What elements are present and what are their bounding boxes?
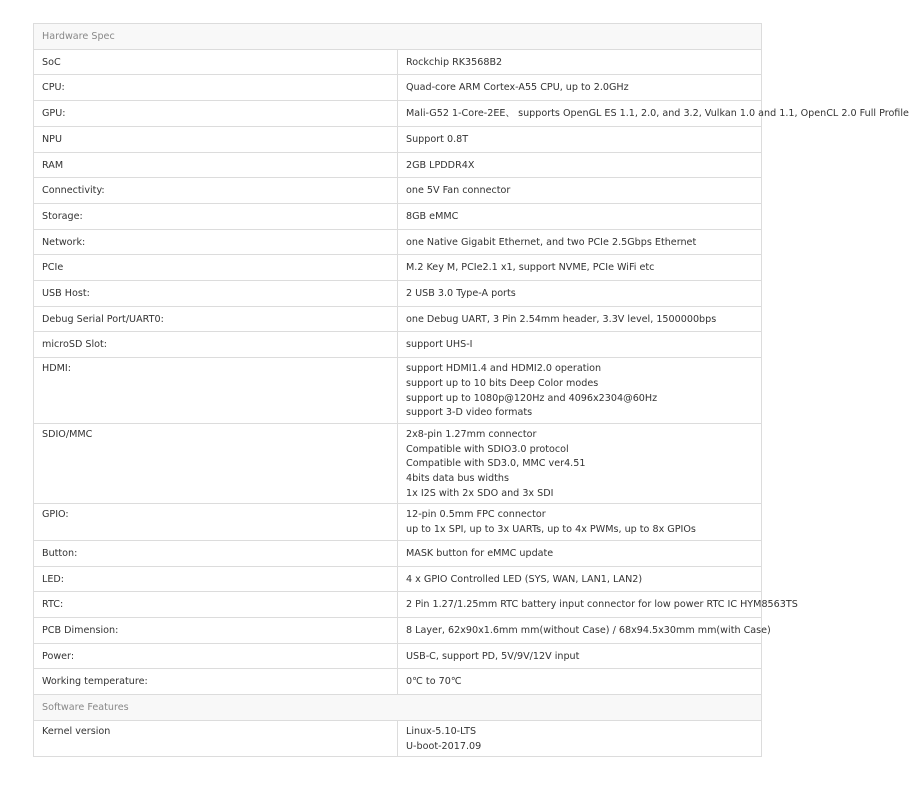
spec-value: [398, 332, 762, 358]
spec-value: [398, 281, 762, 307]
spec-value: [398, 504, 762, 540]
spec-label: microSD Slot:: [34, 332, 398, 358]
spec-value-line: 8GB eMMC: [406, 210, 459, 222]
spec-label: Connectivity:: [34, 178, 398, 204]
spec-row: [34, 669, 762, 695]
spec-value-line: 2GB LPDDR4X: [406, 159, 475, 171]
spec-row: [34, 617, 762, 643]
spec-label: Working temperature:: [34, 669, 398, 695]
spec-label: Network:: [34, 229, 398, 255]
spec-row: [34, 49, 762, 75]
spec-label: LED:: [34, 566, 398, 592]
spec-value-line: one Debug UART, 3 Pin 2.54mm header, 3.3V level, 1500000bps: [406, 313, 717, 325]
section-title: Hardware Spec: [34, 24, 762, 50]
spec-value-line: M.2 Key M, PCIe2.1 x1, support NVME, PCIe WiFi etc: [406, 262, 655, 274]
spec-value-line: support up to 1080p@120Hz and 4096x2304@60Hz: [406, 392, 658, 404]
spec-row: [34, 566, 762, 592]
spec-value-line: 8 Layer, 62x90x1.6mm mm(without Case) / 68x94.5x30mm mm(with Case): [406, 624, 771, 636]
spec-row: [34, 75, 762, 101]
spec-value: [398, 229, 762, 255]
spec-row: [34, 203, 762, 229]
spec-label: USB Host:: [34, 281, 398, 307]
spec-label: SoC: [34, 49, 398, 75]
spec-label: Button:: [34, 540, 398, 566]
spec-label: NPU: [34, 126, 398, 152]
spec-label: Debug Serial Port/UART0:: [34, 306, 398, 332]
spec-row: [34, 592, 762, 618]
spec-row: [34, 178, 762, 204]
spec-value: [398, 592, 798, 618]
section-header-row: [34, 24, 762, 50]
spec-value-line: Compatible with SDIO3.0 protocol: [406, 443, 569, 455]
spec-label: PCB Dimension:: [34, 617, 398, 643]
spec-value-line: U-boot-2017.09: [406, 740, 482, 752]
spec-value-line: Rockchip RK3568B2: [406, 56, 503, 68]
spec-value-line: 2x8-pin 1.27mm connector: [406, 428, 537, 440]
spec-value: [398, 178, 762, 204]
spec-table-body: [34, 24, 909, 757]
spec-value: [398, 720, 762, 756]
spec-value: [398, 540, 762, 566]
spec-value-line: Mali-G52 1-Core-2EE、 supports OpenGL ES 1.1, 2.0, and 3.2, Vulkan 1.0 and 1.1, OpenCL 2.0 Full Profile: [406, 108, 909, 120]
spec-row: [34, 423, 762, 504]
spec-value: [398, 49, 762, 75]
spec-value-line: Support 0.8T: [406, 133, 469, 145]
spec-table: [33, 23, 909, 757]
spec-value-line: support HDMI1.4 and HDMI2.0 operation: [406, 363, 602, 375]
spec-label: Storage:: [34, 203, 398, 229]
spec-value: [398, 566, 762, 592]
spec-row: [34, 255, 762, 281]
spec-value-line: support UHS-I: [406, 339, 473, 351]
spec-value-line: one Native Gigabit Ethernet, and two PCIe 2.5Gbps Ethernet: [406, 236, 697, 248]
spec-label: PCIe: [34, 255, 398, 281]
spec-value-line: support up to 10 bits Deep Color modes: [406, 377, 599, 389]
spec-value: [398, 101, 909, 127]
spec-label: GPU:: [34, 101, 398, 127]
spec-value: [398, 126, 762, 152]
spec-value: [398, 306, 762, 332]
spec-label: RTC:: [34, 592, 398, 618]
spec-row: [34, 720, 762, 756]
spec-row: [34, 126, 762, 152]
spec-value-line: 2 USB 3.0 Type-A ports: [406, 288, 516, 300]
spec-value-line: Quad-core ARM Cortex-A55 CPU, up to 2.0GHz: [406, 82, 629, 94]
spec-label: SDIO/MMC: [34, 423, 398, 504]
spec-label: Power:: [34, 643, 398, 669]
spec-row: [34, 306, 762, 332]
spec-row: [34, 643, 762, 669]
spec-value-line: 4bits data bus widths: [406, 473, 509, 485]
spec-row: [34, 504, 762, 540]
spec-value-line: Linux-5.10-LTS: [406, 725, 477, 737]
spec-value: [398, 358, 762, 424]
spec-value-line: Compatible with SD3.0, MMC ver4.51: [406, 458, 586, 470]
spec-value: [398, 203, 762, 229]
spec-value-line: MASK button for eMMC update: [406, 547, 554, 559]
spec-value: [398, 255, 762, 281]
spec-value-line: up to 1x SPI, up to 3x UARTs, up to 4x PWMs, up to 8x GPIOs: [406, 524, 696, 536]
spec-value-line: USB-C, support PD, 5V/9V/12V input: [406, 650, 580, 662]
spec-row: [34, 358, 762, 424]
spec-value: [398, 617, 771, 643]
spec-value: [398, 152, 762, 178]
spec-row: [34, 152, 762, 178]
spec-value: [398, 423, 762, 504]
spec-value: [398, 643, 762, 669]
spec-label: GPIO:: [34, 504, 398, 540]
spec-value: [398, 75, 762, 101]
spec-label: Kernel version: [34, 720, 398, 756]
spec-label: CPU:: [34, 75, 398, 101]
spec-label: HDMI:: [34, 358, 398, 424]
spec-row: [34, 281, 762, 307]
spec-value-line: 12-pin 0.5mm FPC connector: [406, 509, 546, 521]
spec-row: [34, 101, 762, 127]
spec-value-line: one 5V Fan connector: [406, 185, 511, 197]
section-title: Software Features: [34, 695, 762, 721]
spec-value-line: 2 Pin 1.27/1.25mm RTC battery input connector for low power RTC IC HYM8563TS: [406, 599, 798, 611]
spec-row: [34, 540, 762, 566]
spec-value-line: 4 x GPIO Controlled LED (SYS, WAN, LAN1, LAN2): [406, 573, 643, 585]
section-header-row: [34, 695, 762, 721]
spec-value-line: 0℃ to 70℃: [406, 676, 462, 688]
spec-row: [34, 332, 762, 358]
spec-label: RAM: [34, 152, 398, 178]
spec-value: [398, 669, 762, 695]
spec-value-line: support 3-D video formats: [406, 407, 533, 419]
spec-value-line: 1x I2S with 2x SDO and 3x SDI: [406, 487, 554, 499]
spec-row: [34, 229, 762, 255]
